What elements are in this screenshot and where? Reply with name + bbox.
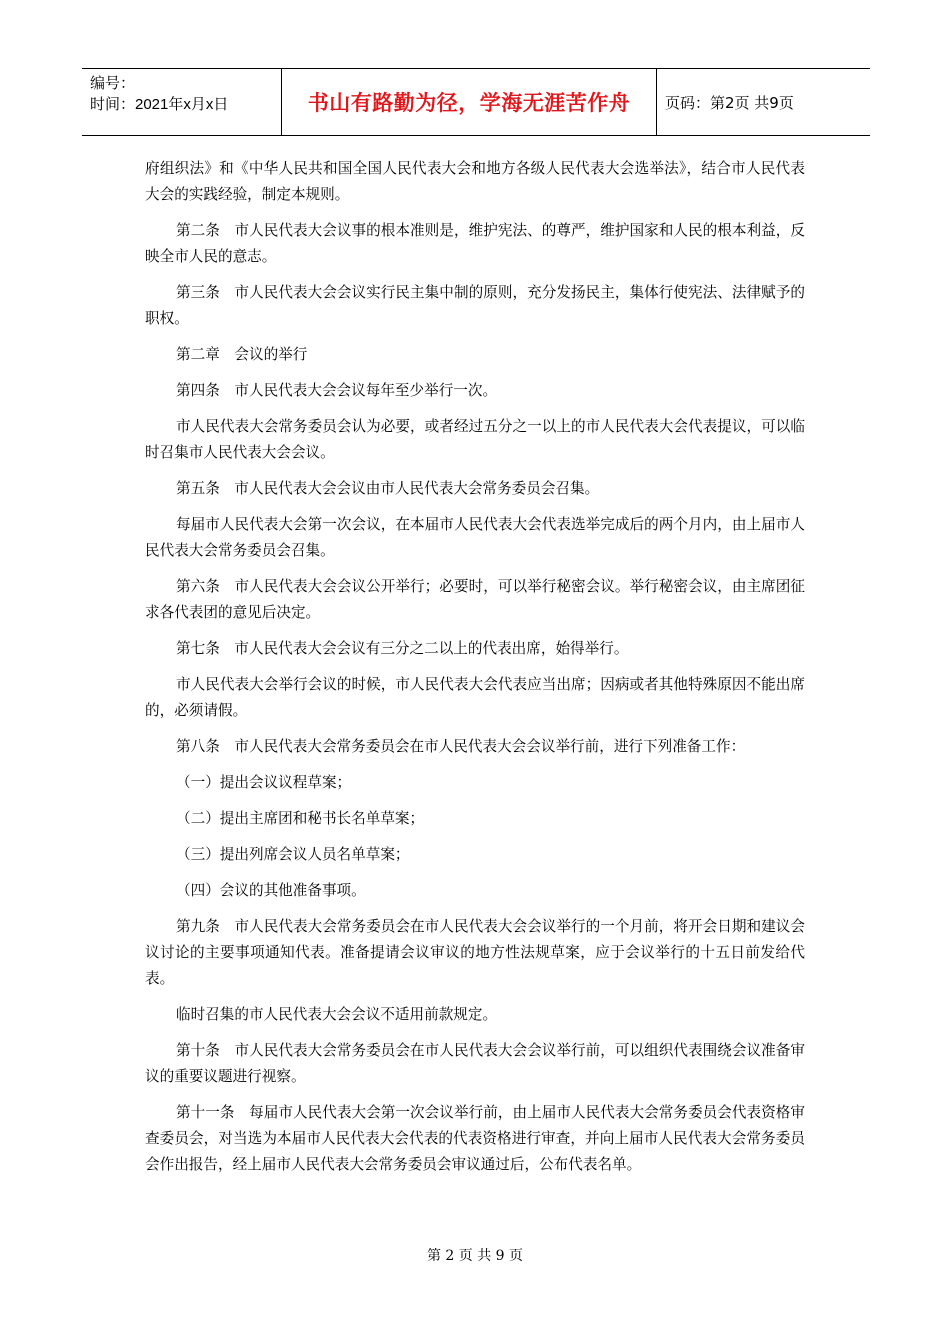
paragraph: 每届市人民代表大会第一次会议，在本届市人民代表大会代表选举完成后的两个月内，由上届市人民代表大会常务委员会召集。 [145, 516, 805, 559]
paragraph: 府组织法》和《中华人民共和国全国人民代表大会和地方各级人民代表大会选举法》，结合市人民代表大会的实践经验，制定本规则。 [145, 160, 805, 203]
paragraph: 市人民代表大会常务委员会认为必要，或者经过五分之一以上的市人民代表大会代表提议，可以临时召集市人民代表大会会议。 [145, 418, 805, 461]
document-number-label: 编号： [90, 75, 136, 92]
page-footer: 第 2 页 共 9 页 [426, 1248, 524, 1264]
paragraph: 第八条 市人民代表大会常务委员会在市人民代表大会会议举行前，进行下列准备工作： [176, 738, 746, 755]
list-item: （四）会议的其他准备事项。 [176, 882, 366, 899]
page-header [82, 68, 870, 136]
header-motto: 书山有路勤为径，学海无涯苦作舟 [282, 69, 657, 135]
paragraph: 临时召集的市人民代表大会会议不适用前款规定。 [176, 1006, 498, 1023]
paragraph: 第五条 市人民代表大会会议由市人民代表大会常务委员会召集。 [176, 480, 600, 497]
paragraph: 市人民代表大会举行会议的时候，市人民代表大会代表应当出席；因病或者其他特殊原因不能出席的，必须请假。 [145, 676, 805, 719]
paragraph: 第三条 市人民代表大会会议实行民主集中制的原则，充分发扬民主，集体行使宪法、法律赋予的职权。 [145, 284, 805, 327]
paragraph: 第六条 市人民代表大会会议公开举行；必要时，可以举行秘密会议。举行秘密会议，由主席团征求各代表团的意见后决定。 [145, 578, 805, 621]
paragraph: 第十一条 每届市人民代表大会第一次会议举行前，由上届市人民代表大会常务委员会代表资格审查委员会，对当选为本届市人民代表大会代表的代表资格进行审查，并向上届市人民代表大会常务委员会作出报告，经上届市人民代表大会常务委员会审议通过后，公布代表名单。 [145, 1104, 805, 1173]
header-meta [82, 69, 282, 135]
list-item: （一）提出会议议程草案； [176, 774, 352, 791]
paragraph: 第十条 市人民代表大会常务委员会在市人民代表大会会议举行前，可以组织代表围绕会议准备审议的重要议题进行视察。 [145, 1042, 805, 1085]
document-date: 时间：2021年x月x日 [90, 96, 229, 113]
paragraph: 第九条 市人民代表大会常务委员会在市人民代表大会会议举行的一个月前，将开会日期和建议会议讨论的主要事项通知代表。准备提请会议审议的地方性法规草案，应于会议举行的十五日前发给代表。 [145, 918, 805, 987]
header-page-info: 页码：第2页 共9页 [665, 93, 794, 112]
paragraph: 第四条 市人民代表大会会议每年至少举行一次。 [176, 382, 498, 399]
document-body [145, 156, 805, 1188]
paragraph: 第七条 市人民代表大会会议有三分之二以上的代表出席，始得举行。 [176, 640, 629, 657]
paragraph: 第二条 市人民代表大会议事的根本准则是，维护宪法、的尊严，维护国家和人民的根本利益，反映全市人民的意志。 [145, 222, 805, 265]
list-item: （三）提出列席会议人员名单草案； [176, 846, 410, 863]
list-item: （二）提出主席团和秘书长名单草案； [176, 810, 425, 827]
chapter-heading: 第二章 会议的举行 [176, 346, 308, 363]
